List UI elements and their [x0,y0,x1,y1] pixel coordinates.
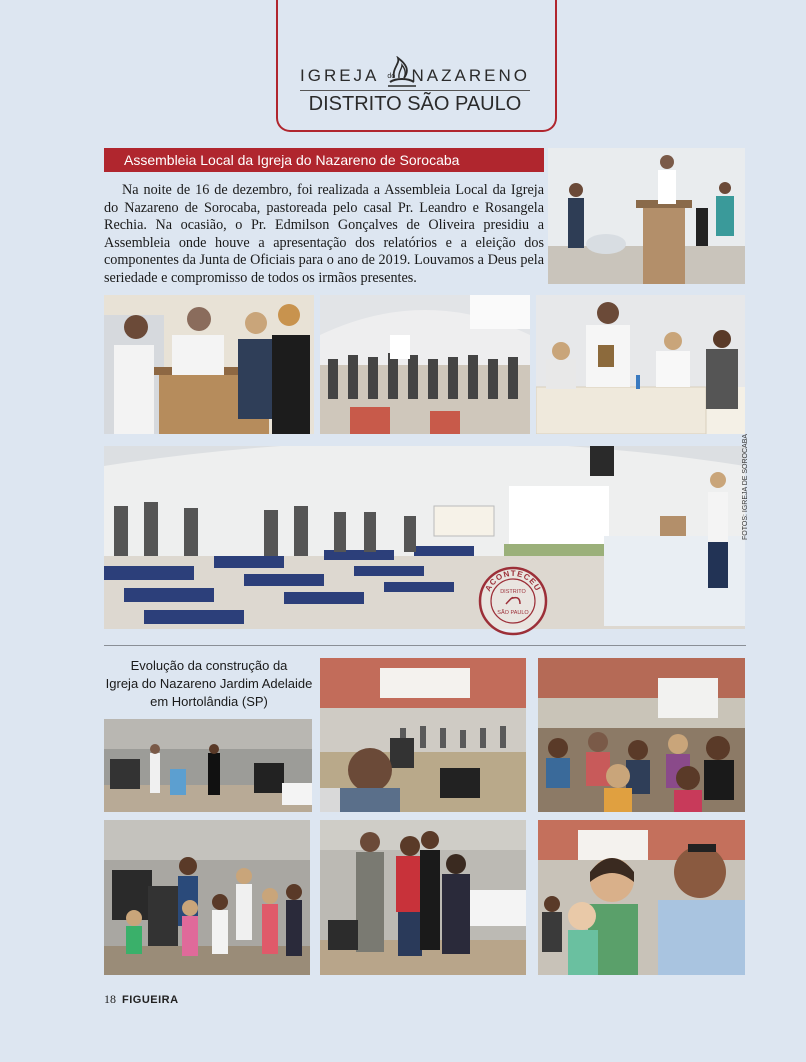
page-number: 18 [104,992,116,1006]
construction-caption-line1: Evolução da construção da [130,658,288,673]
photo-prayer-pulpit [104,295,314,434]
construction-caption-line3: em Hortolândia (SP) [150,694,268,709]
magazine-name: FIGUEIRA [122,994,179,1006]
aconteceu-stamp-icon [478,566,548,636]
logo-word-nazareno: NAZARENO [411,66,530,85]
stamp-inner-top: DISTRITO [500,589,526,595]
photo-construction-children [104,820,310,975]
flame-dove-logo-icon [382,56,422,90]
photo-construction-adults [320,820,526,975]
logo-word-igreja: IGREJA [300,66,380,85]
photo-construction-family-selfie [538,820,745,975]
photo-pulpit-speakers [548,148,745,284]
construction-caption [104,657,314,711]
stamp-inner-bottom: SÃO PAULO [497,610,529,616]
page-footer [104,992,179,1007]
stamp-arc-text: ACONTECEU [483,568,543,593]
article-body: Na noite de 16 de dezembro, foi realizada a Assembleia Local da Igreja do Nazareno de Sorocaba, pastoreada pelo casal Pr. Leandro e Rosangela Rechia. Na ocasião, o Pr. Edmilson Gonçalves de Oliveira presidiu a Assembleia onde houve a apresentação dos relatórios e a eleição dos componentes da Junta de Oficiais para o ano de 2019. Louvamos a Deus pela seriedade e compromisso de todos os irmãos presentes. [104,182,544,286]
photo-church-interior-wide [104,446,745,629]
photo-construction-crowd [538,658,745,812]
photo-construction-worship-band [104,719,312,812]
district-title: DISTRITO SÃO PAULO [300,90,530,116]
logo-word-do: do [387,72,396,80]
photo-speaker-table [536,295,745,434]
photo-construction-selfie-service [320,658,526,812]
article-title: Assembleia Local da Igreja do Nazareno de Sorocaba [104,148,544,172]
photo-credit: FOTOS: IGREJA DE SOROCABA [742,433,749,540]
construction-caption-line2: Igreja do Nazareno Jardim Adelaide [105,676,313,691]
section-divider [104,645,746,646]
photo-congregation-standing [320,295,530,434]
